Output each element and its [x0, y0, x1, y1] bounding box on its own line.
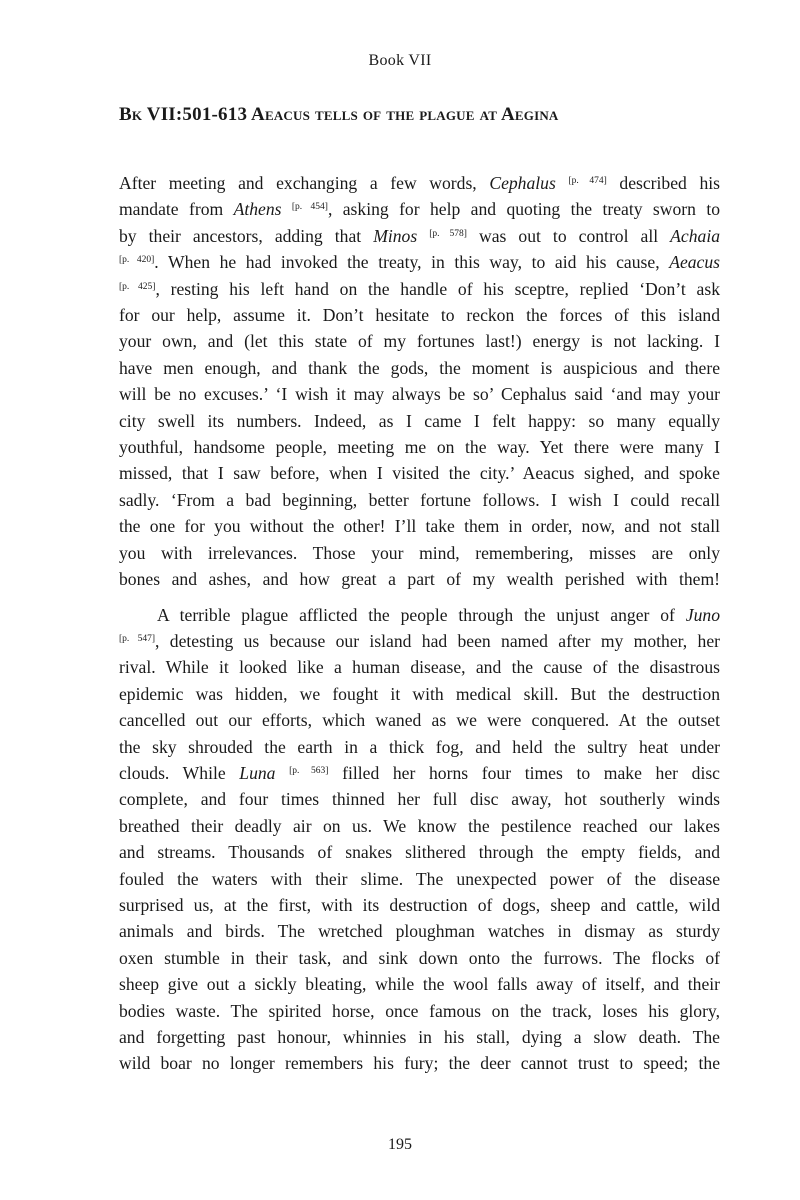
name-cephalus: Cephalus: [489, 173, 556, 193]
line: you with irrelevances. Those your mind, remembering, misses are only: [119, 542, 720, 563]
name-achaia: Achaia: [670, 225, 721, 246]
paragraph-1: [119, 170, 720, 593]
line: for our help, assume it. Don’t hesitate to reckon the forces of this island: [119, 305, 720, 326]
line: [p. 547], detesting us because our island had been named after my mother, her: [119, 630, 721, 651]
line: animals and birds. The wretched ploughman watches in dismay as sturdy: [119, 921, 720, 942]
line: [p. 420]. When he had invoked the treaty, in this way, to aid his cause, Aeacus: [119, 252, 721, 273]
page-ref: [p. 425]: [119, 281, 156, 292]
name-minos: Minos: [373, 225, 418, 246]
line: breathed their deadly air on us. We know the pestilence reached our lakes: [119, 815, 720, 836]
line: city swell its numbers. Indeed, as I came I felt happy: so many equally: [119, 410, 720, 431]
line: A terrible plague afflicted the people through the unjust anger of Juno: [157, 604, 720, 625]
line: After meeting and exchanging a few words, Cephalus [p. 474] described his: [119, 173, 720, 193]
line: complete, and four times thinned her full disc away, hot southerly winds: [119, 789, 720, 810]
line: youthful, handsome people, meeting me on the way. Yet there were many I: [119, 437, 720, 458]
line: surprised us, at the first, with its destruction of dogs, sheep and cattle, wild: [119, 894, 720, 915]
line: wild boar no longer remembers his fury; the deer cannot trust to speed; the: [119, 1053, 720, 1074]
line: bodies waste. The spirited horse, once famous on the track, loses his glory,: [119, 1000, 720, 1021]
line: the one for you without the other! I’ll take them in order, now, and not stall: [119, 516, 720, 537]
line: sadly. ‘From a bad beginning, better fortune follows. I wish I could recall: [119, 489, 720, 510]
line: and forgetting past honour, whinnies in his stall, dying a slow death. The: [119, 1027, 720, 1047]
page-ref: [p. 474]: [568, 176, 607, 186]
section-title: Bk VII:501-613 Aeacus tells of the plague at Aegina: [119, 104, 559, 125]
running-head: Book VII: [368, 52, 432, 69]
page-ref: [p. 563]: [289, 765, 329, 776]
name-aeacus: Aeacus: [669, 252, 721, 273]
page-ref: [p. 578]: [429, 228, 467, 239]
line: oxen stumble in their task, and sink down onto the furrows. The flocks of: [119, 947, 720, 968]
line: rival. While it looked like a human disease, and the cause of the disastrous: [119, 657, 720, 678]
paragraph-2: [119, 602, 720, 1077]
body-text: [119, 170, 720, 1086]
page-ref: [p. 454]: [291, 202, 328, 213]
line: mandate from Athens [p. 454], asking for help and quoting the treaty sworn to: [119, 199, 721, 220]
line: bones and ashes, and how great a part of my wealth perished with them!: [119, 569, 720, 590]
line: by their ancestors, adding that Minos [p. 578] was out to control all Achaia: [119, 225, 721, 246]
line: [p. 425], resting his left hand on the handle of his sceptre, replied ‘Don’t ask: [119, 278, 720, 299]
line: epidemic was hidden, we fought it with medical skill. But the destruction: [119, 683, 720, 704]
line: and streams. Thousands of snakes slithered through the empty fields, and: [119, 842, 720, 863]
line: your own, and (let this state of my fortunes last!) energy is not lacking. I: [119, 331, 720, 352]
line: clouds. While Luna [p. 563] filled her horns four times to make her disc: [119, 762, 720, 783]
name-juno: Juno: [685, 604, 720, 625]
name-luna: Luna: [239, 762, 276, 783]
line: the sky shrouded the earth in a thick fog, and held the sultry heat under: [119, 736, 720, 757]
line: fouled the waters with their slime. The unexpected power of the disease: [119, 868, 720, 889]
page-number: 195: [388, 1136, 412, 1153]
line: cancelled out our efforts, which waned as we were conquered. At the outset: [119, 710, 720, 731]
page-ref: [p. 547]: [119, 633, 156, 644]
name-athens: Athens: [233, 199, 282, 220]
line: will be no excuses.’ ‘I wish it may always be so’ Cephalus said ‘and may your: [119, 384, 720, 405]
line: sheep give out a sickly bleating, while the wool falls away of itself, and their: [119, 974, 720, 995]
line: have men enough, and thank the gods, the moment is auspicious and there: [119, 357, 720, 378]
line: missed, that I saw before, when I visited the city.’ Aeacus sighed, and spoke: [119, 463, 720, 484]
page-ref: [p. 420]: [119, 255, 155, 266]
